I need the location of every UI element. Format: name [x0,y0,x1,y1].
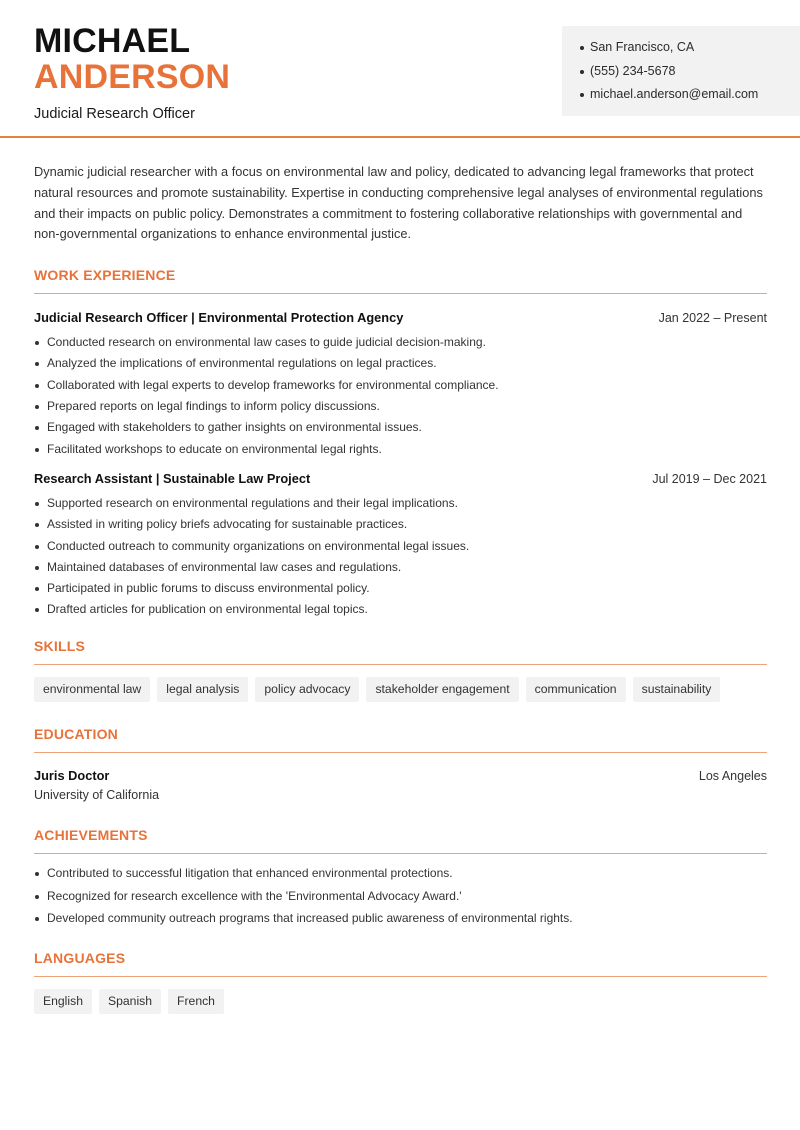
name-block [34,24,230,122]
skill-tag: environmental law [34,677,150,702]
education-entry [34,768,767,802]
list-item: Collaborated with legal experts to develop frameworks for environmental compliance. [34,378,767,399]
resume-body [34,162,767,1014]
language-tag: French [168,989,224,1014]
last-name: ANDERSON [34,58,231,96]
achievements-list [34,866,767,934]
education-school: University of California [34,787,160,802]
section-title-education: EDUCATION [34,726,767,753]
job-header [34,310,767,325]
list-item: Recognized for research excellence with the 'Environmental Advocacy Award.' [34,889,767,912]
list-item: Engaged with stakeholders to gather insights on environmental issues. [34,420,767,441]
list-item: Facilitated workshops to educate on environmental legal rights. [34,442,767,463]
skill-tag: legal analysis [157,677,248,702]
list-item: Conducted research on environmental law cases to guide judicial decision-making. [34,335,767,356]
first-name: MICHAEL [34,22,191,60]
list-item: Contributed to successful litigation that enhanced environmental protections. [34,866,767,889]
job-date: Jan 2022 – Present [658,311,767,326]
contact-location: San Francisco, CA [580,40,800,64]
list-item: Supported research on environmental regulations and their legal implications. [34,496,767,517]
job-title: Judicial Research Officer [34,106,195,122]
list-item: Participated in public forums to discuss environmental policy. [34,581,767,602]
job-entry [34,310,767,463]
job-bullets [34,335,767,463]
job-role: Judicial Research Officer | Environmental Protection Agency [34,310,404,326]
skill-tag: stakeholder engagement [366,677,518,702]
section-title-achievements: ACHIEVEMENTS [34,827,767,854]
language-tag: English [34,989,92,1014]
education-degree: Juris Doctor [34,767,110,783]
section-title-skills: SKILLS [34,638,767,665]
contact-box [562,26,800,116]
job-entry [34,471,767,624]
section-title-work: WORK EXPERIENCE [34,267,767,294]
list-item: Prepared reports on legal findings to inform policy discussions. [34,399,767,420]
language-tag: Spanish [99,989,161,1014]
job-bullets [34,496,767,624]
contact-email[interactable]: michael.anderson@email.com [580,87,800,111]
list-item: Developed community outreach programs that increased public awareness of environmental rights. [34,911,767,934]
language-tags [34,989,767,1014]
contact-phone: (555) 234-5678 [580,64,800,88]
job-header [34,471,767,486]
list-item: Conducted outreach to community organizations on environmental legal issues. [34,539,767,560]
contact-list [580,40,800,111]
resume-header [0,0,800,138]
section-title-languages: LANGUAGES [34,950,767,977]
summary: Dynamic judicial researcher with a focus on environmental law and policy, dedicated to advancing legal frameworks that protect natural resources and promote sustainability. Expertise in conducting comprehensive legal analyses of environmental regulations and their impacts on public policy. Demonstrates a commitment to fostering collaborative relationships with governmental and non-governmental organizations to enhance environmental justice. [34,164,763,242]
list-item: Assisted in writing policy briefs advocating for sustainable practices. [34,517,767,538]
list-item: Drafted articles for publication on environmental legal topics. [34,602,767,623]
education-location: Los Angeles [698,768,767,783]
list-item: Maintained databases of environmental law cases and regulations. [34,560,767,581]
skill-tag: communication [526,677,626,702]
job-role: Research Assistant | Sustainable Law Project [34,470,311,486]
list-item: Analyzed the implications of environmental regulations on legal practices. [34,356,767,377]
job-date: Jul 2019 – Dec 2021 [652,471,767,486]
skill-tag: policy advocacy [255,677,359,702]
skill-tag: sustainability [633,677,721,702]
education-header [34,768,767,783]
skills-tags [34,677,767,702]
